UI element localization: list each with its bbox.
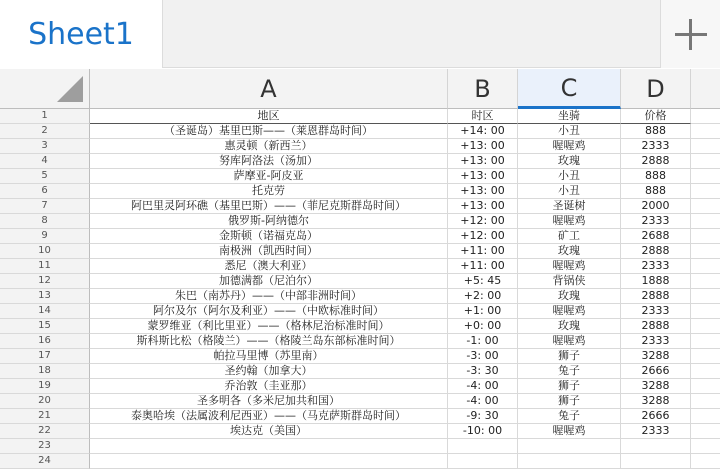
sheet-tab-sheet1[interactable]: Sheet1 [0, 0, 163, 68]
row-header[interactable]: 8 [0, 214, 90, 229]
table-row [0, 259, 720, 274]
row-header[interactable]: 21 [0, 409, 90, 424]
cell-e[interactable] [691, 169, 720, 184]
row-header[interactable]: 14 [0, 304, 90, 319]
cell-a[interactable]: 加德满都（尼泊尔） [90, 274, 448, 289]
cell-e[interactable] [691, 199, 720, 214]
cell-c[interactable]: 玫瑰 [518, 244, 621, 259]
cell-c[interactable]: 兔子 [518, 409, 621, 424]
row-header[interactable]: 12 [0, 274, 90, 289]
cell-d[interactable]: 2333 [621, 259, 691, 274]
table-row [0, 349, 720, 364]
row-header[interactable]: 22 [0, 424, 90, 439]
cell-b[interactable]: +12: 00 [448, 214, 518, 229]
cell-a[interactable]: 乔治敦（圭亚那） [90, 379, 448, 394]
row-header[interactable]: 4 [0, 154, 90, 169]
cell-a[interactable]: 阿巴里灵阿环礁（基里巴斯）——（菲尼克斯群岛时间） [90, 199, 448, 214]
cell-a[interactable]: 金斯顿（诺福克岛） [90, 229, 448, 244]
cell-c[interactable]: 玫瑰 [518, 289, 621, 304]
table-row [0, 379, 720, 394]
cell-e[interactable] [691, 109, 720, 124]
cell-d[interactable]: 2666 [621, 364, 691, 379]
cell-e[interactable] [691, 124, 720, 139]
cell-c[interactable]: 小丑 [518, 169, 621, 184]
cell-a[interactable]: 朱巴（南苏丹）——（中部非洲时间） [90, 289, 448, 304]
table-row [0, 229, 720, 244]
table-row [0, 289, 720, 304]
cell-a[interactable]: 托克劳 [90, 184, 448, 199]
cell-e[interactable] [691, 139, 720, 154]
cell-e[interactable] [691, 274, 720, 289]
cell-c[interactable]: 玫瑰 [518, 319, 621, 334]
cell-d[interactable]: 2888 [621, 289, 691, 304]
cell-e[interactable] [691, 214, 720, 229]
cell-c[interactable]: 狮子 [518, 379, 621, 394]
table-row [0, 409, 720, 424]
cell-d[interactable]: 2333 [621, 214, 691, 229]
row-header[interactable]: 5 [0, 169, 90, 184]
table-row [0, 139, 720, 154]
cell-d[interactable]: 2333 [621, 424, 691, 439]
row-header[interactable]: 16 [0, 334, 90, 349]
cell-c[interactable]: 喔喔鸡 [518, 214, 621, 229]
cell-b[interactable]: 时区 [448, 109, 518, 124]
cell-d[interactable]: 2333 [621, 139, 691, 154]
cell-c[interactable]: 玫瑰 [518, 154, 621, 169]
row-header[interactable]: 15 [0, 319, 90, 334]
table-row [0, 424, 720, 439]
table-row [0, 304, 720, 319]
cell-e[interactable] [691, 244, 720, 259]
cell-e[interactable] [691, 424, 720, 439]
select-all-corner[interactable] [0, 69, 90, 109]
cell-a[interactable]: 南极洲（凯西时间） [90, 244, 448, 259]
cell-a[interactable]: 蒙罗维亚（利比里亚）——（格林尼治标准时间） [90, 319, 448, 334]
sheet-tab-bar [0, 0, 720, 68]
cell-d[interactable]: 2888 [621, 154, 691, 169]
header-row [0, 109, 720, 124]
row-header[interactable]: 7 [0, 199, 90, 214]
cell-e[interactable] [691, 319, 720, 334]
row-header[interactable]: 19 [0, 379, 90, 394]
cell-c[interactable]: 喔喔鸡 [518, 259, 621, 274]
row-header[interactable]: 24 [0, 454, 90, 469]
cell-d[interactable] [621, 439, 691, 454]
cell-d[interactable]: 1888 [621, 274, 691, 289]
cell-e[interactable] [691, 379, 720, 394]
cell-e[interactable] [691, 439, 720, 454]
row-header[interactable]: 2 [0, 124, 90, 139]
row-header[interactable]: 23 [0, 439, 90, 454]
cell-b[interactable]: +13: 00 [448, 184, 518, 199]
cell-c[interactable]: 背锅侠 [518, 274, 621, 289]
cell-c[interactable]: 坐骑 [518, 109, 621, 124]
cell-b[interactable] [448, 439, 518, 454]
cell-b[interactable]: +13: 00 [448, 169, 518, 184]
table-row [0, 199, 720, 214]
row-header[interactable]: 13 [0, 289, 90, 304]
table-row [0, 184, 720, 199]
cell-d[interactable]: 3288 [621, 394, 691, 409]
cell-d[interactable]: 2666 [621, 409, 691, 424]
column-header-b[interactable]: B [448, 69, 518, 109]
table-row [0, 394, 720, 409]
cell-e[interactable] [691, 394, 720, 409]
row-header[interactable]: 9 [0, 229, 90, 244]
cell-b[interactable]: -4: 00 [448, 394, 518, 409]
cell-c[interactable]: 喔喔鸡 [518, 334, 621, 349]
row-header[interactable]: 18 [0, 364, 90, 379]
cell-d[interactable]: 2688 [621, 229, 691, 244]
cell-d[interactable]: 888 [621, 124, 691, 139]
cell-a[interactable]: 地区 [90, 109, 448, 124]
column-header-e[interactable] [691, 69, 720, 109]
cell-a[interactable]: 努库阿洛法（汤加） [90, 154, 448, 169]
cell-b[interactable]: +2: 00 [448, 289, 518, 304]
cell-d[interactable]: 2888 [621, 319, 691, 334]
cell-b[interactable]: -4: 00 [448, 379, 518, 394]
table-row [0, 364, 720, 379]
column-header-d[interactable]: D [621, 69, 691, 109]
row-header[interactable]: 1 [0, 109, 90, 124]
table-row [0, 319, 720, 334]
cell-d[interactable]: 3288 [621, 349, 691, 364]
cell-e[interactable] [691, 409, 720, 424]
row-header[interactable]: 3 [0, 139, 90, 154]
cell-a[interactable]: （圣诞岛）基里巴斯——（莱恩群岛时间） [90, 124, 448, 139]
column-header-a[interactable]: A [90, 69, 448, 109]
cell-b[interactable]: +5: 45 [448, 274, 518, 289]
cell-b[interactable]: -1: 00 [448, 334, 518, 349]
cell-b[interactable]: +13: 00 [448, 139, 518, 154]
cell-b[interactable]: -3: 30 [448, 364, 518, 379]
cell-e[interactable] [691, 334, 720, 349]
table-row [0, 274, 720, 289]
cell-e[interactable] [691, 229, 720, 244]
cell-c[interactable]: 喔喔鸡 [518, 139, 621, 154]
table-row [0, 244, 720, 259]
cell-e[interactable] [691, 289, 720, 304]
row-header[interactable]: 20 [0, 394, 90, 409]
cell-c[interactable]: 狮子 [518, 394, 621, 409]
row-header[interactable]: 6 [0, 184, 90, 199]
cell-b[interactable]: +0: 00 [448, 319, 518, 334]
cell-a[interactable]: 阿尔及尔（阿尔及利亚）——（中欧标准时间） [90, 304, 448, 319]
table-row [0, 154, 720, 169]
cell-c[interactable]: 圣诞树 [518, 199, 621, 214]
cell-b[interactable]: +11: 00 [448, 244, 518, 259]
cell-a[interactable]: 萨摩亚-阿皮亚 [90, 169, 448, 184]
cell-d[interactable]: 2333 [621, 334, 691, 349]
cell-d[interactable]: 价格 [621, 109, 691, 124]
cell-d[interactable]: 888 [621, 184, 691, 199]
cell-a[interactable]: 悉尼（澳大利亚） [90, 259, 448, 274]
table-row [0, 439, 720, 454]
cell-b[interactable]: -9: 30 [448, 409, 518, 424]
cell-e[interactable] [691, 154, 720, 169]
cell-c[interactable]: 兔子 [518, 364, 621, 379]
cell-b[interactable]: +14: 00 [448, 124, 518, 139]
cell-e[interactable] [691, 259, 720, 274]
table-row [0, 124, 720, 139]
cell-b[interactable]: -10: 00 [448, 424, 518, 439]
cell-e[interactable] [691, 184, 720, 199]
cell-a[interactable]: 圣约翰（加拿大） [90, 364, 448, 379]
cell-c[interactable]: 小丑 [518, 124, 621, 139]
cell-a[interactable]: 圣多明各（多米尼加共和国） [90, 394, 448, 409]
cell-c[interactable]: 喔喔鸡 [518, 304, 621, 319]
table-row [0, 214, 720, 229]
add-sheet-button[interactable] [660, 0, 720, 68]
row-header[interactable]: 10 [0, 244, 90, 259]
cell-d[interactable]: 2888 [621, 244, 691, 259]
cell-d[interactable]: 2000 [621, 199, 691, 214]
cell-d[interactable]: 3288 [621, 379, 691, 394]
row-header[interactable]: 11 [0, 259, 90, 274]
cell-a[interactable]: 斯科斯比松（格陵兰）——（格陵兰岛东部标准时间） [90, 334, 448, 349]
cell-a[interactable]: 埃达克（美国） [90, 424, 448, 439]
cell-c[interactable]: 矿工 [518, 229, 621, 244]
cell-e[interactable] [691, 364, 720, 379]
cell-d[interactable]: 2333 [621, 304, 691, 319]
cell-a[interactable]: 泰奥哈埃（法属波利尼西亚）——（马克萨斯群岛时间） [90, 409, 448, 424]
table-row [0, 334, 720, 349]
cell-d[interactable]: 888 [621, 169, 691, 184]
cell-b[interactable]: +13: 00 [448, 154, 518, 169]
cell-c[interactable]: 小丑 [518, 184, 621, 199]
cell-b[interactable]: -3: 00 [448, 349, 518, 364]
cell-a[interactable]: 帕拉马里博（苏里南） [90, 349, 448, 364]
cell-b[interactable]: +1: 00 [448, 304, 518, 319]
cell-c[interactable] [518, 439, 621, 454]
row-header[interactable]: 17 [0, 349, 90, 364]
cell-e[interactable] [691, 349, 720, 364]
cell-a[interactable]: 俄罗斯-阿纳德尔 [90, 214, 448, 229]
cell-a[interactable]: 惠灵顿（新西兰） [90, 139, 448, 154]
cell-e[interactable] [691, 304, 720, 319]
cell-c[interactable]: 狮子 [518, 349, 621, 364]
cell-a[interactable] [90, 439, 448, 454]
cell-b[interactable]: +11: 00 [448, 259, 518, 274]
cell-b[interactable]: +13: 00 [448, 199, 518, 214]
cell-b[interactable]: +12: 00 [448, 229, 518, 244]
column-header-c[interactable]: C [518, 69, 621, 109]
table-row [0, 169, 720, 184]
cell-c[interactable]: 喔喔鸡 [518, 424, 621, 439]
